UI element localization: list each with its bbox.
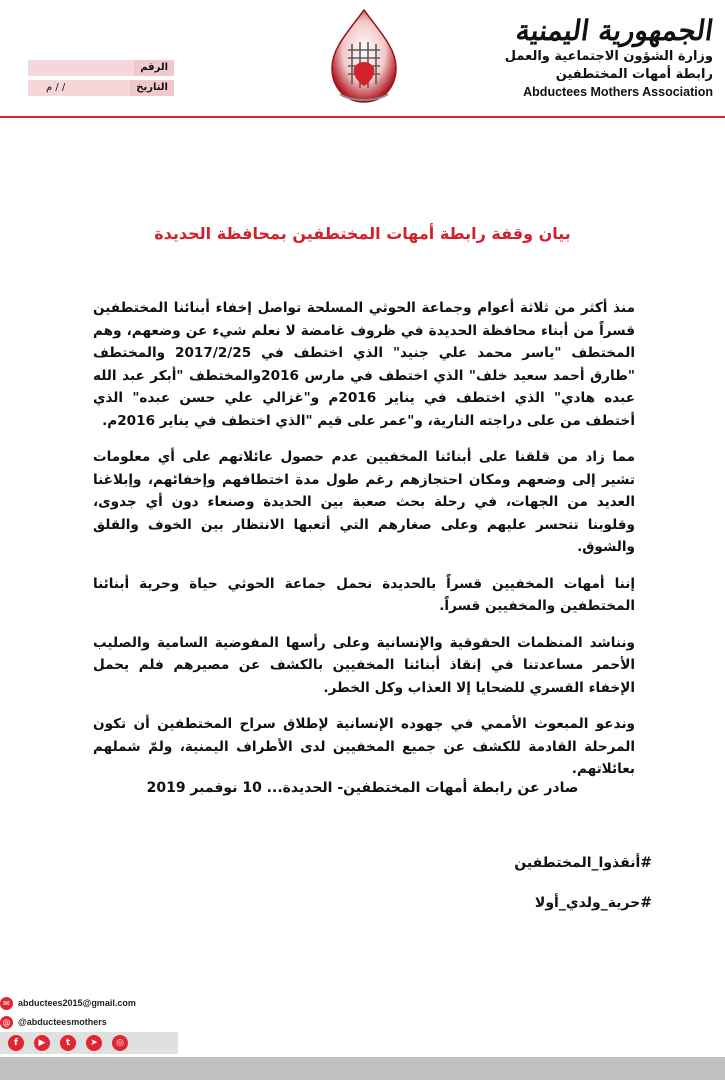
reference-number-label: الرقم [134, 60, 174, 76]
hashtag: #أنقذوا_المختطفين [514, 855, 652, 871]
contact-footer [0, 995, 170, 1065]
instagram-icon: ◎ [112, 1035, 128, 1051]
envelope-icon: ✉ [0, 997, 13, 1010]
letterhead [0, 0, 725, 115]
hashtag: #حرية_ولدي_أولا [534, 895, 652, 911]
at-icon: @ [0, 1016, 13, 1029]
social-handle: @abducteesmothers [18, 1017, 107, 1027]
social-icons-bar [0, 1032, 178, 1054]
header-divider [0, 116, 725, 118]
handle-line [0, 1014, 170, 1030]
statement-body [93, 297, 635, 795]
association-logo-icon [318, 6, 410, 106]
facebook-icon: f [8, 1035, 24, 1051]
date-row [28, 80, 174, 96]
date-value: / / م [46, 82, 66, 93]
date-label: التاريخ [130, 80, 174, 96]
bottom-band [0, 1057, 725, 1080]
twitter-icon: t [60, 1035, 76, 1051]
paragraph: إننا أمهات المخفيين قسراً بالحديدة نحمل جماعة الحوثي حياة وحرية أبنائنا المختطفين والمخفيين قسراً. [93, 575, 635, 614]
reference-box [28, 60, 174, 100]
association-name-en: Abductees Mothers Association [523, 85, 713, 99]
youtube-icon: ▶ [34, 1035, 50, 1051]
paragraph: مما زاد من قلقنا على أبنائنا المخفيين عدم حصول عائلاتهم على أي معلومات تشير إلى وضعهم ومكان احتجازهم رغم طول مدة اختطافهم وإخفائهم، وإبلاغنا العديد من الجهات، في رحلة بحث صعبة بين الحديدة وصنعاء دون أي جدوى، وقلوبنا تتحسر عليهم وعلى صغارهم التي أتعبها الانتظار بين الخوف والقلق والشوق. [93, 449, 635, 555]
email-line [0, 995, 170, 1011]
paragraph: ونناشد المنظمات الحقوقية والإنسانية وعلى رأسها المفوضية السامية والصليب الأحمر مساعدتنا في إنقاذ أبنائنا المخفيين بالكشف عن مصيرهم فلم يحمل الإخفاء القسري للضحايا إلا العذاب وكل الخطر. [93, 634, 635, 696]
paragraph: منذ أكثر من ثلاثة أعوام وجماعة الحوثي المسلحة تواصل إخفاء أبنائنا المختطفين قسراً من أبناء محافظة الحديدة في ظروف غامضة لا نعلم شيء عن وضعهم، وهم المختطف "ياسر محمد علي جنيد" الذي اختطف في 2017/2/25 والمختطف "طارق أحمد سعيد خلف" الذي اختطف في مارس 2016والمختطف "أبكر عبد الله عبده هادي" الذي اختطف في يناير 2016م و"غزالي علي حسن عبده" الذي أختطف من على دراجته النارية، و"عمر على قيم "الذي اختطف في يناير 2016م. [93, 300, 635, 429]
contact-email: abductees2015@gmail.com [18, 998, 136, 1008]
reference-number-row [28, 60, 174, 76]
signoff-line: صادر عن رابطة أمهات المختطفين- الحديدة... 10 نوفمبر 2019 [146, 780, 579, 796]
ministry-name: وزارة الشؤون الاجتماعية والعمل [504, 49, 713, 64]
statement-title: بيان وقفة رابطة أمهات المختطفين بمحافظة الحديدة [154, 224, 571, 243]
republic-calligraphy: الجمهورية اليمنية [513, 14, 716, 47]
telegram-icon: ➤ [86, 1035, 102, 1051]
org-block [504, 14, 716, 100]
paragraph: وندعو المبعوث الأممي في جهوده الإنسانية لإطلاق سراح المختطفين أن تكون المرحلة القادمة للكشف عن جميع المخفيين لدى الأطراف اليمنية، ولمّ شملهم بعائلاتهم. [93, 716, 635, 777]
association-name-ar: رابطة أمهات المختطفين [555, 67, 713, 82]
hashtag-list [514, 853, 652, 933]
